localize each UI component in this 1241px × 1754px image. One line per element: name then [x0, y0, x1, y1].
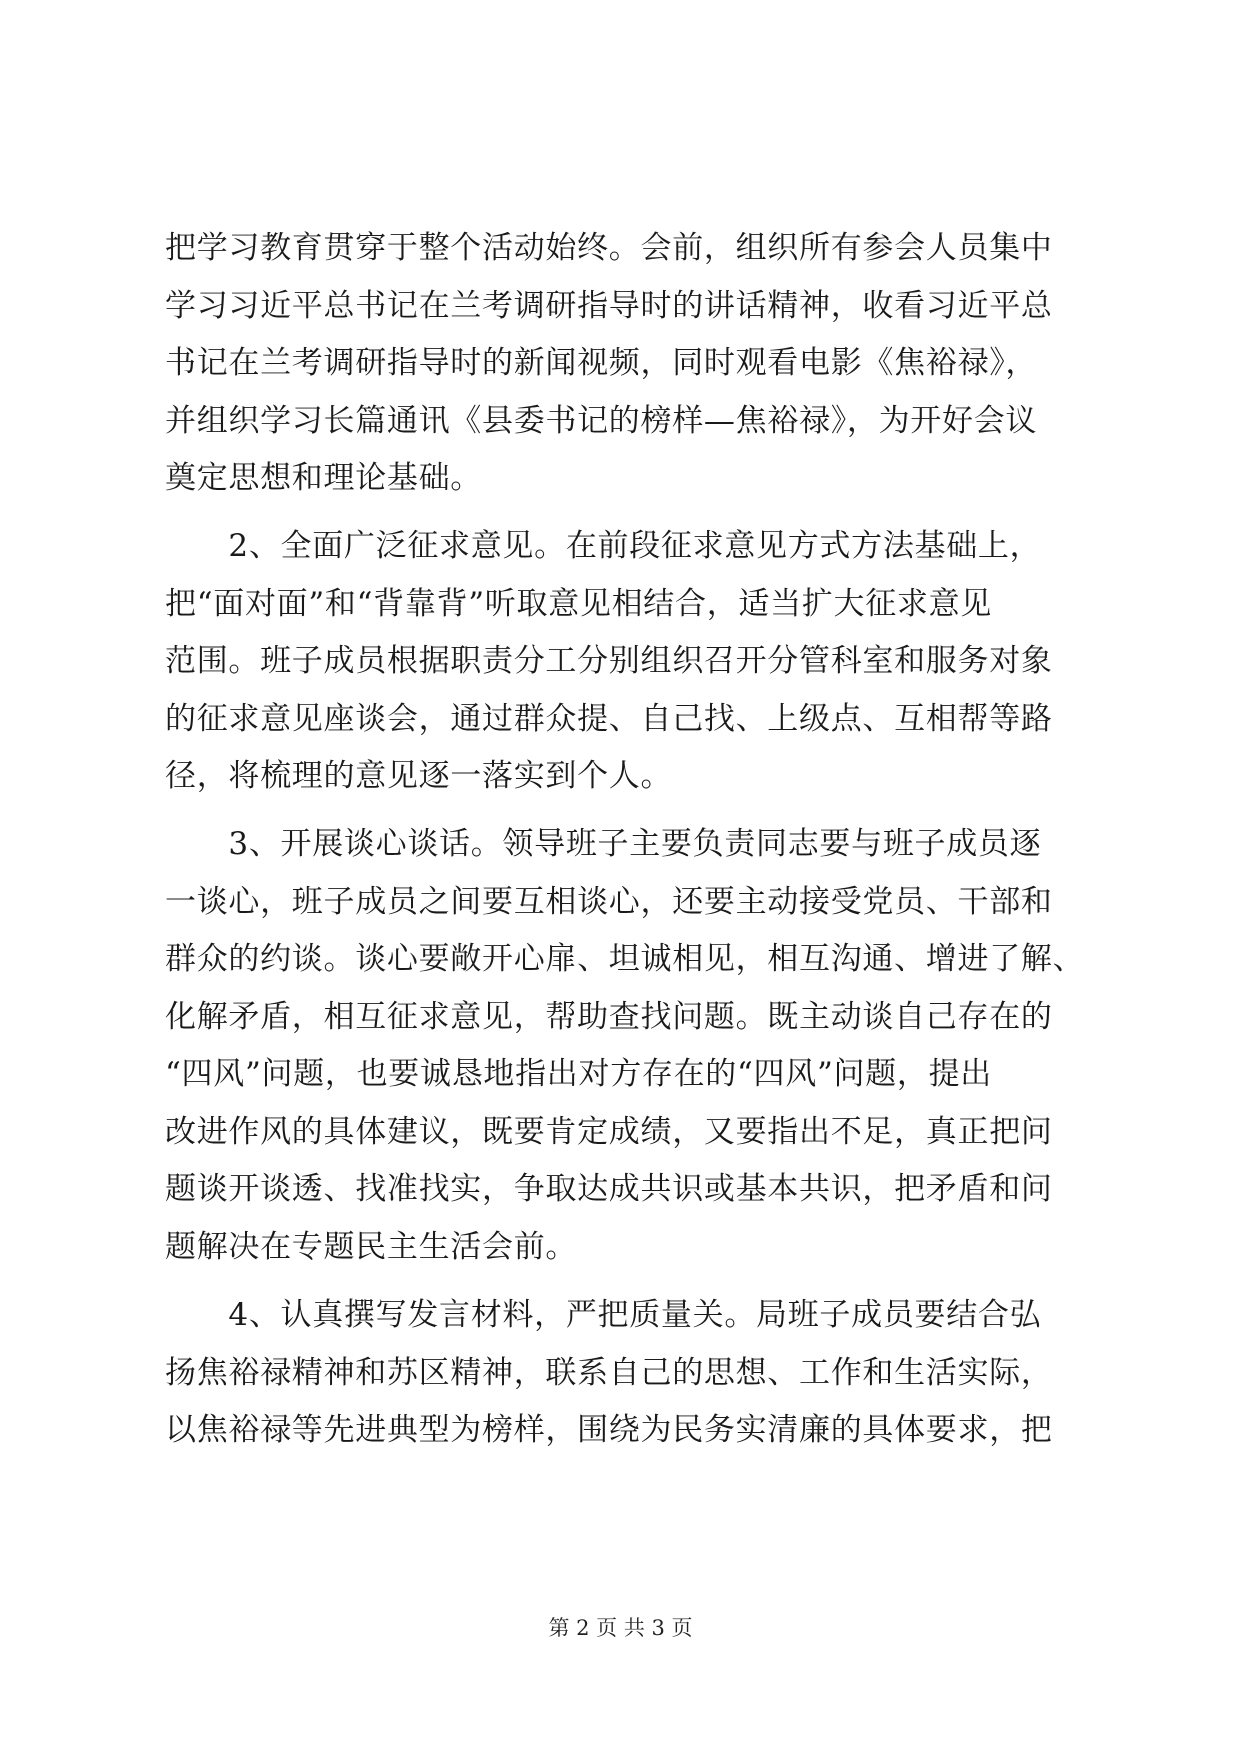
body-line: 扬焦裕禄精神和苏区精神，联系自己的思想、工作和生活实际， [165, 1355, 1053, 1391]
body-line: 一谈心，班子成员之间要互相谈心，还要主动接受党员、干部和 [165, 884, 1053, 920]
paragraph-2-start: 2、全面广泛征求意见。在前段征求意见方式方法基础上， [165, 528, 1042, 564]
body-line: 并组织学习长篇通讯《县委书记的榜样—焦裕禄》，为开好会议 [165, 403, 1038, 439]
body-line: 题解决在专题民主生活会前。 [165, 1229, 578, 1265]
body-line: 题谈开谈透、找准找实，争取达成共识或基本共识，把矛盾和问 [165, 1171, 1053, 1207]
body-line: 径，将梳理的意见逐一落实到个人。 [165, 758, 673, 794]
body-line: 把学习教育贯穿于整个活动始终。会前，组织所有参会人员集中 [165, 230, 1053, 266]
body-line: 化解矛盾，相互征求意见，帮助查找问题。既主动谈自己存在的 [165, 999, 1053, 1035]
body-line: 的征求意见座谈会，通过群众提、自己找、上级点、互相帮等路 [165, 701, 1053, 737]
body-line: 把“面对面”和“背靠背”听取意见相结合，适当扩大征求意见 [165, 586, 992, 622]
body-line: 群众的约谈。谈心要敞开心扉、坦诚相见，相互沟通、增进了解、 [165, 941, 1085, 977]
body-line: 书记在兰考调研指导时的新闻视频，同时观看电影《焦裕禄》， [165, 345, 1038, 381]
paragraph-3-start: 3、开展谈心谈话。领导班子主要负责同志要与班子成员逐 [165, 826, 1042, 862]
paragraph-4-start: 4、认真撰写发言材料，严把质量关。局班子成员要结合弘 [165, 1297, 1042, 1333]
page-number-footer: 第 2 页 共 3 页 [548, 1616, 693, 1640]
body-line: 范围。班子成员根据职责分工分别组织召开分管科室和服务对象 [165, 643, 1053, 679]
body-line: 以焦裕禄等先进典型为榜样，围绕为民务实清廉的具体要求，把 [165, 1412, 1053, 1448]
body-line: 学习习近平总书记在兰考调研指导时的讲话精神，收看习近平总 [165, 288, 1053, 324]
body-line: “四风”问题，也要诚恳地指出对方存在的“四风”问题，提出 [165, 1056, 992, 1092]
body-line: 奠定思想和理论基础。 [165, 460, 482, 496]
body-line: 改进作风的具体建议，既要肯定成绩，又要指出不足，真正把问 [165, 1114, 1053, 1150]
